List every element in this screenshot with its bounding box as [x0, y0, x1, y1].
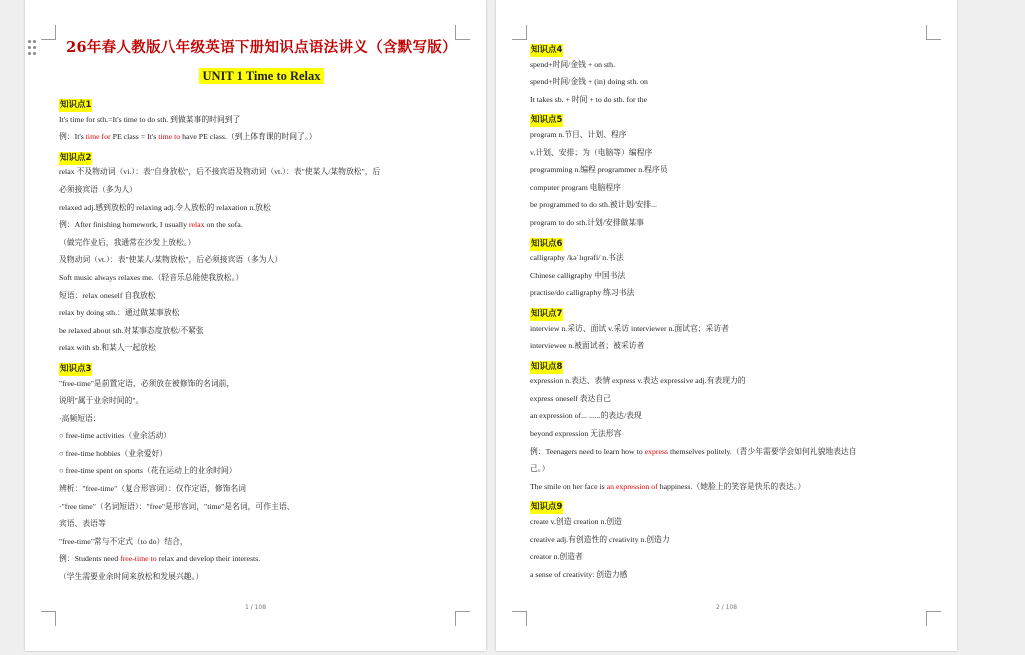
text-line: [59, 181, 464, 199]
page-corner-mark: [512, 25, 527, 40]
text-line: [530, 460, 935, 478]
knowledge-point-section: [59, 93, 464, 146]
text-run: relax 不及物动词（vi.）：表"自身放松"，后不接宾语及物动词（vt.）：表"使某人/某物放松"，后: [59, 167, 381, 177]
text-line: [59, 304, 464, 322]
text-run: create v.创造 creation n.创造: [530, 517, 622, 527]
text-run: 例：Students need: [59, 554, 121, 564]
text-line: [59, 568, 464, 586]
text-run: ○ free-time activities（业余活动）: [59, 431, 172, 441]
text-line: [530, 144, 935, 162]
text-line: [530, 531, 935, 549]
text-line: [530, 91, 935, 109]
page-number: 1 / 108: [244, 604, 267, 611]
text-line: [530, 513, 935, 531]
text-line: [59, 269, 464, 287]
text-line: [530, 320, 935, 338]
text-run: 己。）: [530, 464, 550, 474]
knowledge-point-section: [530, 232, 935, 302]
text-line: [59, 515, 464, 533]
text-run: 必须接宾语（多为人）: [59, 184, 137, 194]
text-line: [530, 267, 935, 285]
text-run: relax and develop their interests.: [156, 554, 261, 564]
text-line: [530, 443, 935, 461]
text-run: 宾语、表语等: [59, 519, 106, 529]
page-corner-mark: [926, 611, 941, 626]
text-line: [530, 337, 935, 355]
knowledge-sections: [530, 38, 935, 583]
knowledge-point-section: [530, 355, 935, 496]
text-run: beyond expression 无法形容: [530, 429, 622, 439]
document-page-2: [496, 0, 957, 651]
text-line: [530, 126, 935, 144]
text-run: Chinese calligraphy 中国书法: [530, 270, 626, 280]
knowledge-point-label: 知识点2: [60, 152, 92, 163]
text-run: relax by doing sth.：通过做某事放松: [59, 308, 180, 318]
text-line: [530, 372, 935, 390]
text-line: [530, 73, 935, 91]
text-run: "free-time"常与不定式（to do）结合，: [59, 536, 188, 546]
text-line: [59, 163, 464, 181]
knowledge-point-label: 知识点7: [531, 308, 563, 319]
text-run: spend+时间/金钱 + on sth.: [530, 59, 616, 69]
page-content: [59, 36, 464, 586]
text-run: happiness.（她脸上的笑容是快乐的表达。）: [657, 481, 806, 491]
text-run: It's time for sth.=It's time to do sth. 到做某事的时间到了: [59, 114, 241, 124]
text-line: [59, 128, 464, 146]
text-run: 及物动词（vt.）：表"使某人/某物放松"，后必须接宾语（多为人）: [59, 255, 283, 265]
text-line: [59, 410, 464, 428]
text-run: 例：After finishing homework, I usually: [59, 220, 189, 230]
knowledge-point-section: [59, 146, 464, 357]
text-run: v.计划、安排；为（电脑等）编程序: [530, 147, 653, 157]
text-line: [530, 478, 935, 496]
text-run: interviewee n.被面试者；被采访者: [530, 341, 645, 351]
text-run: programming n.编程 programmer n.程序员: [530, 165, 668, 175]
text-run: creator n.创造者: [530, 552, 583, 562]
knowledge-point-section: [530, 495, 935, 583]
highlighted-text: time for: [85, 132, 111, 142]
text-run: express oneself 表达自己: [530, 393, 611, 403]
text-line: [530, 214, 935, 232]
text-run: be programmed to do sth.被计划/安排...: [530, 200, 657, 210]
text-line: [59, 234, 464, 252]
knowledge-point-label: 知识点1: [60, 100, 92, 110]
text-line: [530, 407, 935, 425]
text-run: PE class = It's: [110, 132, 159, 142]
text-run: ·高频短语：: [59, 413, 101, 423]
text-run: 辨析："free-time"（复合形容词）：仅作定语，修饰名词: [59, 484, 246, 494]
text-run: 短语：relax oneself 自我放松: [59, 290, 156, 300]
text-run: expression n.表达、表情 express v.表达 expressive adj.有表现力的: [530, 376, 746, 386]
text-run: （学生需要业余时间来放松和发展兴趣。）: [59, 572, 204, 582]
highlighted-text: free-time to: [120, 554, 157, 564]
text-line: [59, 392, 464, 410]
drag-handle-icon[interactable]: [28, 40, 36, 56]
knowledge-point-section: [530, 38, 935, 108]
text-line: [59, 498, 464, 516]
text-run: computer program 电脑程序: [530, 182, 621, 192]
page-corner-mark: [41, 611, 56, 626]
highlighted-text: express: [644, 446, 669, 456]
text-run: have PE class.（到上体育课的时间了。）: [180, 132, 317, 142]
knowledge-sections: [59, 93, 464, 586]
text-run: The smile on her face is: [530, 481, 607, 491]
text-run: program to do sth.计划/安排做某事: [530, 217, 644, 227]
text-run: program n.节目、计划、程序: [530, 129, 627, 139]
text-run: "free-time"是前置定语，必须放在被修饰的名词前，: [59, 378, 235, 388]
text-line: [59, 375, 464, 393]
text-line: [530, 548, 935, 566]
text-line: [59, 427, 464, 445]
document-page-1: [25, 0, 486, 651]
text-run: 例：Teenagers need to learn how to: [530, 446, 645, 456]
text-run: on the sofa.: [204, 220, 243, 230]
text-line: [530, 161, 935, 179]
text-run: be relaxed about sth.对某事态度放松/不紧张: [59, 325, 204, 335]
text-run: relaxed adj.感到放松的 relaxing adj.令人放松的 relaxation n.放松: [59, 202, 271, 212]
page-corner-mark: [455, 611, 470, 626]
highlighted-text: relax: [188, 220, 205, 230]
document-title: 26年春人教版八年级英语下册知识点语法讲义（含默写版）: [66, 39, 457, 56]
text-line: [530, 249, 935, 267]
highlighted-text: time to: [158, 132, 181, 142]
highlighted-text: an expression of: [606, 481, 658, 491]
text-line: [530, 284, 935, 302]
knowledge-point-label: 知识点5: [531, 115, 563, 126]
text-run: ○ free-time hobbies（业余爱好）: [59, 448, 168, 458]
text-line: [59, 480, 464, 498]
text-line: [59, 462, 464, 480]
text-run: ·"free time"（名词短语）："free"是形容词，"time"是名词，可作主语、: [59, 501, 295, 511]
text-run: 说明"属于业余时间的"。: [59, 396, 144, 406]
text-line: [530, 196, 935, 214]
text-line: [530, 566, 935, 584]
page-number: 2 / 108: [715, 604, 738, 611]
text-line: [530, 56, 935, 74]
text-run: ○ free-time spent on sports（花在运动上的业余时间）: [59, 466, 237, 476]
knowledge-point-label: 知识点4: [531, 45, 563, 55]
text-line: [59, 322, 464, 340]
text-run: themselves politely.（青少年需要学会如何礼貌地表达自: [668, 446, 857, 456]
text-run: interview n.采访、面试 v.采访 interviewer n.面试官；采访者: [530, 323, 729, 333]
text-line: [59, 111, 464, 129]
knowledge-point-section: [530, 302, 935, 355]
text-line: [59, 445, 464, 463]
unit-title: UNIT 1 Time to Relax: [199, 68, 323, 84]
text-line: [59, 216, 464, 234]
knowledge-point-label: 知识点6: [531, 238, 563, 249]
page-corner-mark: [512, 611, 527, 626]
text-line: [530, 179, 935, 197]
knowledge-point-label: 知识点9: [531, 502, 563, 513]
text-line: [59, 533, 464, 551]
knowledge-point-section: [530, 108, 935, 231]
text-run: an expression of... ......的表达/表现: [530, 411, 642, 421]
knowledge-point-label: 知识点3: [60, 363, 92, 374]
text-run: 例：It's: [59, 132, 86, 142]
page-content: [530, 38, 935, 583]
text-line: [59, 550, 464, 568]
text-line: [530, 390, 935, 408]
text-run: Soft music always relaxes me.（轻音乐总能使我放松。）: [59, 272, 244, 282]
knowledge-point-label: 知识点8: [531, 361, 563, 372]
text-run: It takes sb. + 时间 + to do sth. for the: [530, 94, 648, 104]
text-run: creative adj.有创造性的 creativity n.创造力: [530, 534, 670, 544]
text-line: [59, 251, 464, 269]
text-run: relax with sb.和某人一起放松: [59, 343, 156, 353]
text-line: [59, 287, 464, 305]
text-run: （做完作业后，我通常在沙发上放松。）: [59, 237, 196, 247]
text-run: calligraphy /kəˈlɪɡrəfi/ n.书法: [530, 253, 624, 263]
text-line: [59, 199, 464, 217]
page-corner-mark: [41, 25, 56, 40]
text-line: [530, 425, 935, 443]
text-run: practise/do calligraphy 练习书法: [530, 288, 635, 298]
text-run: spend+时间/金钱 + (in) doing sth. on: [530, 77, 648, 87]
knowledge-point-section: [59, 357, 464, 586]
text-line: [59, 339, 464, 357]
text-run: a sense of creativity: 创造力感: [530, 569, 628, 579]
